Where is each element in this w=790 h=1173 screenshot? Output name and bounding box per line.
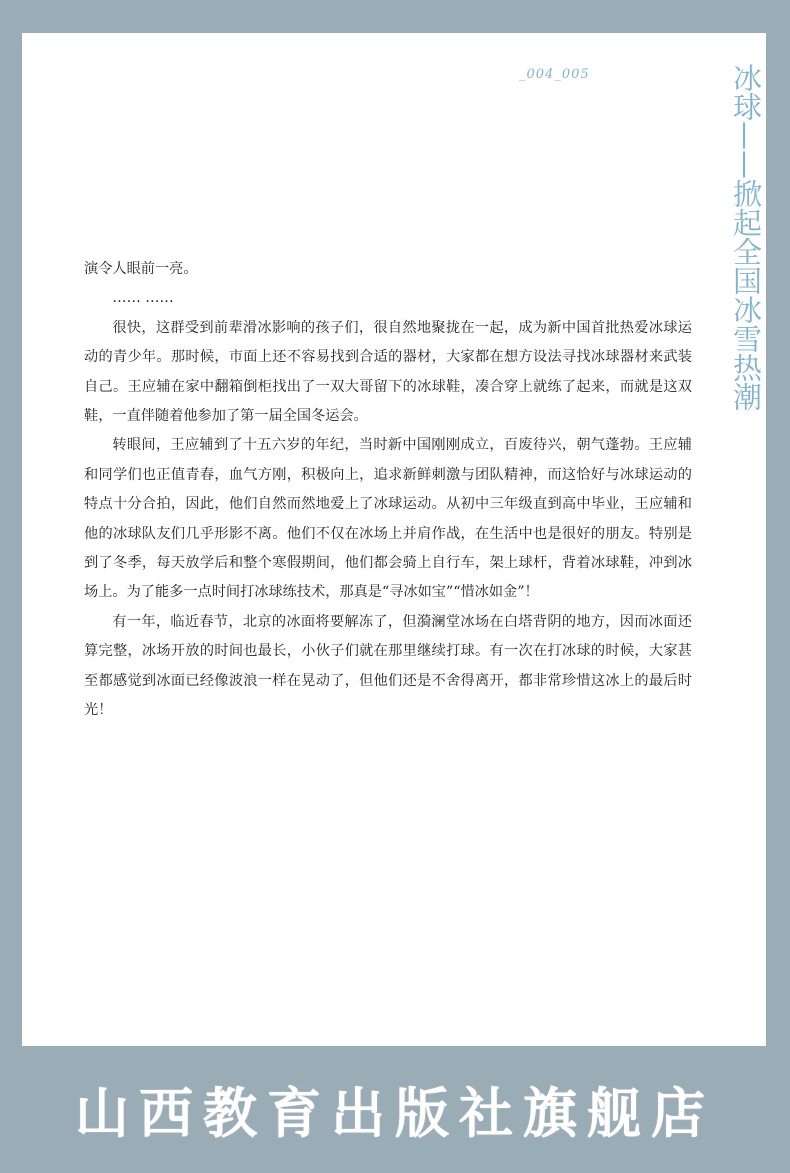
body-text — [84, 255, 692, 726]
paragraph: 有一年，临近春节，北京的冰面将要解冻了，但漪澜堂冰场在白塔背阴的地方，因而冰面还算完整，冰场开放的时间也最长，小伙子们就在那里继续打球。有一次在打冰球的时候，大家甚至都感觉到冰面已经像波浪一样在晃动了，但他们还是不舍得离开，都非常珍惜这冰上的最后时光！ — [84, 613, 692, 719]
book-page — [22, 33, 766, 1046]
store-name: 山西教育出版社旗舰店 — [75, 1082, 715, 1145]
paragraph: 演令人眼前一亮。 — [84, 261, 198, 277]
paragraph: 很快，这群受到前辈滑冰影响的孩子们，很自然地聚拢在一起，成为新中国首批热爱冰球运动的青少年。那时候，市面上还不容易找到合适的器材，大家都在想方设法寻找冰球器材来武装自己。王应辅在家中翻箱倒柜找出了一双大哥留下的冰球鞋，凑合穿上就练了起来，而就是这双鞋，一直伴随着他参加了第一届全国冬运会。 — [84, 319, 692, 425]
chapter-side-title: 冰球——掀起全国冰雪热潮 — [729, 63, 763, 411]
page-number: _004_005 — [519, 67, 590, 82]
ellipsis-line: …… …… — [112, 290, 174, 307]
store-banner — [0, 1046, 790, 1173]
paragraph: 转眼间，王应辅到了十五六岁的年纪，当时新中国刚刚成立，百废待兴，朝气蓬勃。王应辅和同学们也正值青春，血气方刚，积极向上，追求新鲜刺激与团队精神，而这恰好与冰球运动的特点十分合拍，因此，他们自然而然地爱上了冰球运动。从初中三年级直到高中毕业，王应辅和他的冰球队友们几乎形影不离。他们不仅在冰场上并肩作战，在生活中也是很好的朋友。特别是到了冬季，每天放学后和整个寒假期间，他们都会骑上自行车，架上球杆，背着冰球鞋，冲到冰场上。为了能多一点时间打冰球练技术，那真是“寻冰如宝”“惜冰如金”！ — [84, 437, 692, 601]
